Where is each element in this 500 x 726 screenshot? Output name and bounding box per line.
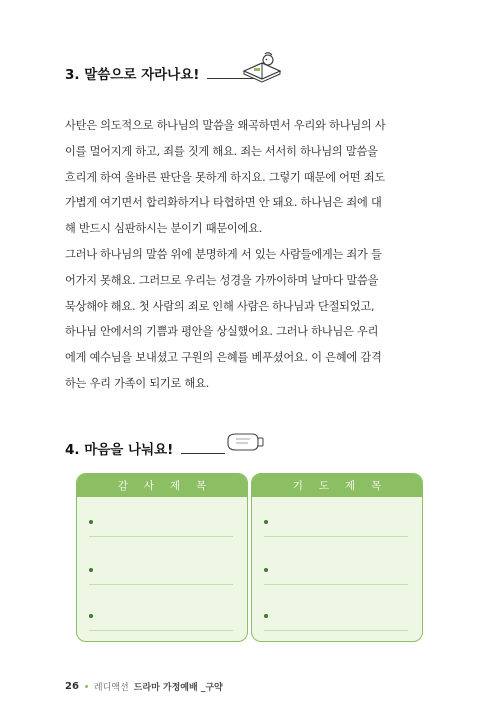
- section-3-body: [65, 113, 437, 397]
- body-line: 묵상해야 해요. 첫 사람의 죄로 인해 사람은 하나님과 단절되었고,: [65, 299, 375, 313]
- bullet-dot: [89, 568, 93, 572]
- body-line: 어가지 못해요. 그러므로 우리는 성경을 가까이하며 날마다 말씀을: [65, 273, 379, 287]
- body-line: 그러나 하나님의 말씀 위에 분명하게 서 있는 사람들에게는 죄가 들: [65, 247, 382, 261]
- page-footer: [65, 680, 223, 693]
- body-line: 해 반드시 심판하시는 분이기 때문이에요.: [65, 222, 263, 236]
- body-line: 가볍게 여기면서 합리화하거나 타협하면 안 돼요. 하나님은 죄에 대: [65, 196, 382, 210]
- body-line: 에게 예수님을 보내셨고 구원의 은혜를 베푸셨어요. 이 은혜에 감격: [65, 351, 382, 365]
- book-title: 드라마 가정예배 _구약: [133, 683, 223, 693]
- thanks-entry-line[interactable]: [89, 560, 233, 585]
- bullet-dot: [264, 568, 268, 572]
- section-4-title: [65, 438, 225, 458]
- title-underline: [181, 453, 225, 454]
- prayer-panel-title: 기도제목: [252, 474, 422, 497]
- section-3-title-text: 3. 말씀으로 자라나요!: [65, 67, 200, 83]
- thanks-entry-line[interactable]: [89, 606, 233, 631]
- bullet-dot: [264, 614, 268, 618]
- section-4-title-text: 4. 마음을 나눠요!: [65, 442, 174, 458]
- bullet-dot: [89, 614, 93, 618]
- prayer-entry-line[interactable]: [264, 560, 408, 585]
- footer-dot: [85, 685, 88, 688]
- section-3-title: [65, 63, 255, 83]
- body-line: 흐리게 하여 올바른 판단을 못하게 하지요. 그렇기 때문에 어떤 죄도: [65, 170, 385, 184]
- body-line: 사탄은 의도적으로 하나님의 말씀을 왜곡하면서 우리와 하나님의 사: [65, 119, 386, 132]
- bullet-dot: [264, 520, 268, 524]
- body-line: 이를 멀어지게 하고, 죄를 짓게 해요. 죄는 서서히 하나님의 말씀을: [65, 144, 378, 158]
- thanks-entry-line[interactable]: [89, 512, 233, 537]
- series-name: 레디액션: [93, 683, 129, 693]
- body-line: 하나님 안에서의 기쁨과 평안을 상실했어요. 그러나 하나님은 우리: [65, 325, 379, 339]
- prayer-panel: [251, 473, 423, 642]
- bullet-dot: [89, 520, 93, 524]
- thanks-panel: [76, 473, 248, 642]
- page-number: 26: [65, 681, 79, 692]
- thanks-panel-title: 감사제목: [77, 474, 247, 497]
- prayer-entry-line[interactable]: [264, 606, 408, 631]
- book-reading-icon: [240, 51, 284, 89]
- body-line: 하는 우리 가족이 되기로 해요.: [65, 376, 210, 390]
- prayer-entry-line[interactable]: [264, 512, 408, 537]
- message-bottle-icon: [224, 430, 264, 458]
